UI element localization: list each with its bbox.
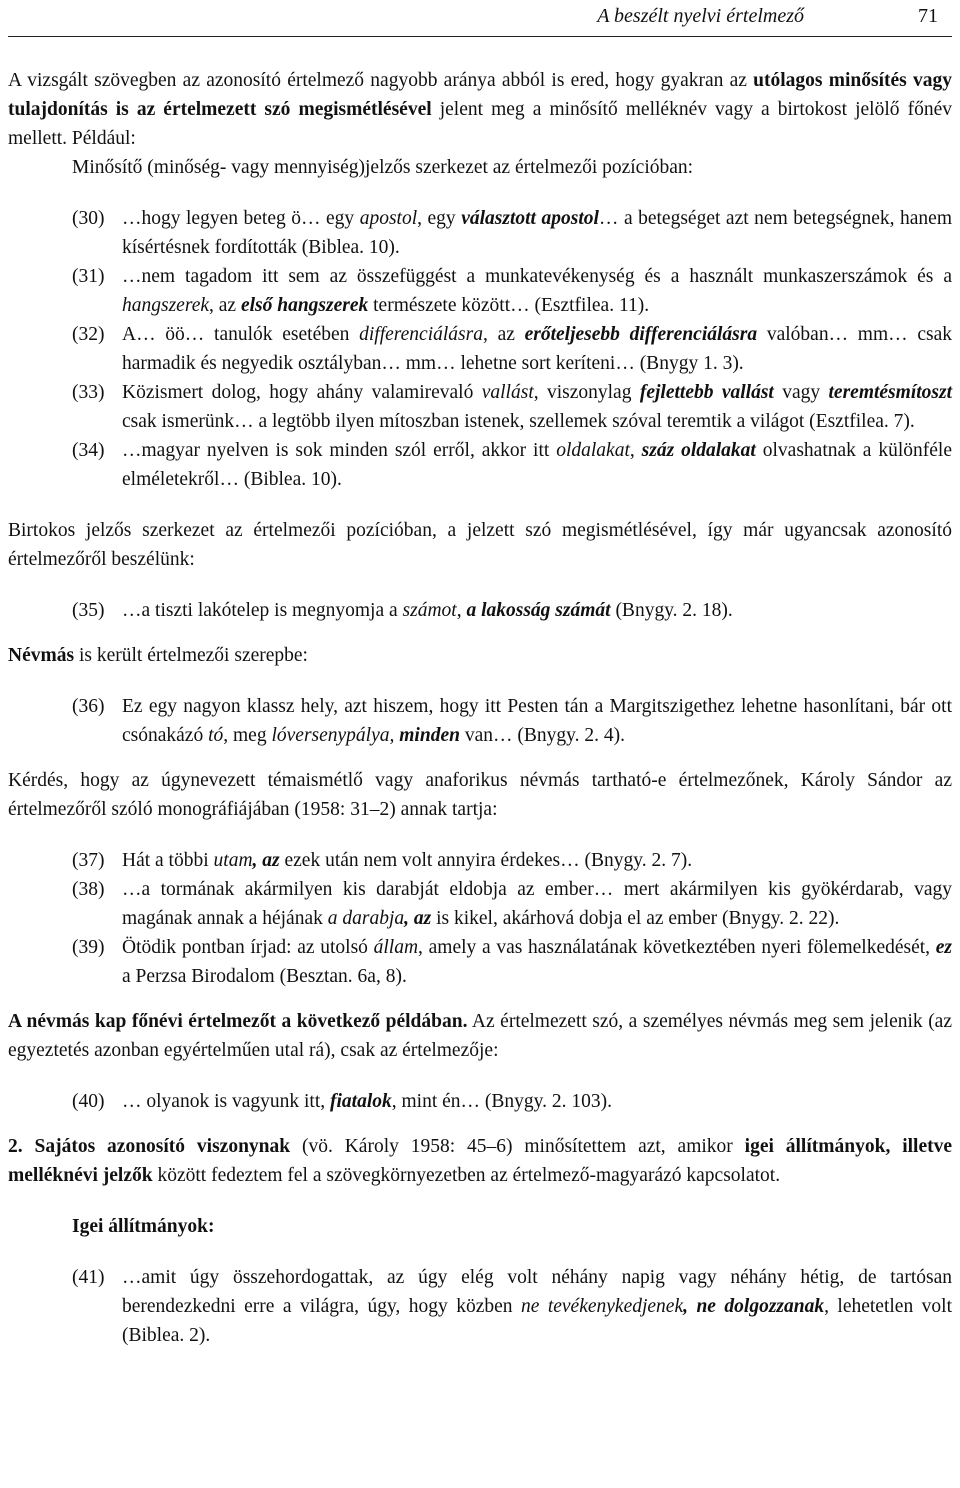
page-body — [8, 66, 952, 1350]
section-heading-verbal-predicates: Igei állítmányok: — [72, 1216, 215, 1237]
running-title: A beszélt nyelvi értelmező — [597, 5, 804, 27]
paragraph-special-relation: 2. Sajátos azonosító viszonynak (vö. Károly 1958: 45–6) minősítettem azt, amikor igei állítmányok, illetve melléknévi jelzők között fedeztem fel a szövegkörnyezetben az értelmező-magyarázó kapcsolatot. — [8, 1136, 952, 1186]
example-34: (34) …magyar nyelven is sok minden szól erről, akkor itt oldalakat, száz oldalakat olvashatnak a különféle elméletekről… (Biblea. 10). — [8, 436, 952, 494]
paragraph-question: Kérdés, hogy az úgynevezett témaismétlő vagy anaforikus névmás tartható-e értelmezőnek, Károly Sándor az értelmezőről szóló monográfiájában (1958: 31–2) annak tartja: — [8, 770, 952, 820]
example-35: (35) …a tiszti lakótelep is megnyomja a számot, a lakosság számát (Bnygy. 2. 18). — [8, 596, 952, 625]
paragraph-noun-appositive: A névmás kap főnévi értelmezőt a következő példában. Az értelmezett szó, a személyes névmás meg sem jelenik (az egyeztetés azonban egyértelműen utal rá), csak az értelmezője: — [8, 1011, 952, 1061]
example-32: (32) A… öö… tanulók esetében differenciálásra, az erőteljesebb differenciálásra valóban… mm… csak harmadik és negyedik osztályban… mm… lehetne sort keríteni… (Bnygy 1. 3). — [8, 320, 952, 378]
example-31: (31) …nem tagadom itt sem az összefüggést a munkatevékenység és a használt munkaszerszámok és a hangszerek, az első hangszerek természete között… (Esztfilea. 11). — [8, 262, 952, 320]
example-number: (35) — [72, 600, 105, 621]
example-36: (36) Ez egy nagyon klassz hely, azt hiszem, hogy itt Pesten tán a Margitszigethez lehetne hasonlítani, bár ott csónakázó tó, meg lóversenypálya, minden van… (Bnygy. 2. 4). — [8, 692, 952, 750]
example-41: (41) …amit úgy összehordogattak, az úgy elég volt néhány napig vagy néhány hétig, de tartósan berendezkedni erre a világra, úgy, hogy közben ne tevékenykedjenek, ne dolgozzanak, lehetetlen volt (Biblea. 2). — [8, 1263, 952, 1350]
example-number: (38) — [72, 879, 105, 900]
paragraph-pronoun: Névmás is került értelmezői szerepbe: — [8, 645, 308, 666]
paragraph-possessive: Birtokos jelzős szerkezet az értelmezői pozícióban, a jelzett szó megismétlésével, így már ugyancsak azonosító értelmezőről beszélünk: — [8, 520, 952, 570]
example-number: (34) — [72, 440, 105, 461]
example-number: (41) — [72, 1267, 105, 1288]
example-38: (38) …a tormának akármilyen kis darabját eldobja az ember… mert akármilyen kis gyökérdarab, vagy magának annak a héjának a darabja, az is kikel, akárhová dobja el az ember (Bnygy. 2. 22). — [8, 875, 952, 933]
paragraph-intro: A vizsgált szövegben az azonosító értelmező nagyobb aránya abból is ered, hogy gyakran az utólagos minősítés vagy tulajdonítás is az értelmezett szó megismétlésével jelent meg a minősítő melléknév vagy a birtokost jelölő főnév mellett. Például: — [8, 70, 952, 149]
example-33: (33) Közismert dolog, hogy ahány valamirevaló vallást, viszonylag fejlettebb vallást vagy teremtésmítoszt csak ismerünk… a legtöbb ilyen mítoszban istenek, szellemek szóval teremtik a világot (Esztfilea. 7). — [8, 378, 952, 436]
example-number: (33) — [72, 382, 105, 403]
example-30: (30) …hogy legyen beteg ö… egy apostol, egy választott apostol… a betegséget azt nem betegségnek, hanem kísértésnek fordították (Biblea. 10). — [8, 204, 952, 262]
example-number: (39) — [72, 937, 105, 958]
example-number: (40) — [72, 1091, 105, 1112]
example-number: (36) — [72, 696, 105, 717]
example-number: (30) — [72, 208, 105, 229]
subheading-qualifier: Minősítő (minőség- vagy mennyiség)jelzős szerkezet az értelmezői pozícióban: — [72, 157, 694, 178]
example-39: (39) Ötödik pontban írjad: az utolsó állam, amely a vas használatának következtében nyeri fölemelkedését, ez a Perzsa Birodalom (Besztan. 6a, 8). — [8, 933, 952, 991]
example-number: (32) — [72, 324, 105, 345]
example-40: (40) … olyanok is vagyunk itt, fiatalok, mint én… (Bnygy. 2. 103). — [8, 1087, 952, 1116]
page-number: 71 — [918, 5, 938, 27]
example-37: (37) Hát a többi utam, az ezek után nem volt annyira érdekes… (Bnygy. 2. 7). — [8, 846, 952, 875]
example-number: (31) — [72, 266, 105, 287]
running-header — [8, 0, 952, 37]
example-number: (37) — [72, 850, 105, 871]
